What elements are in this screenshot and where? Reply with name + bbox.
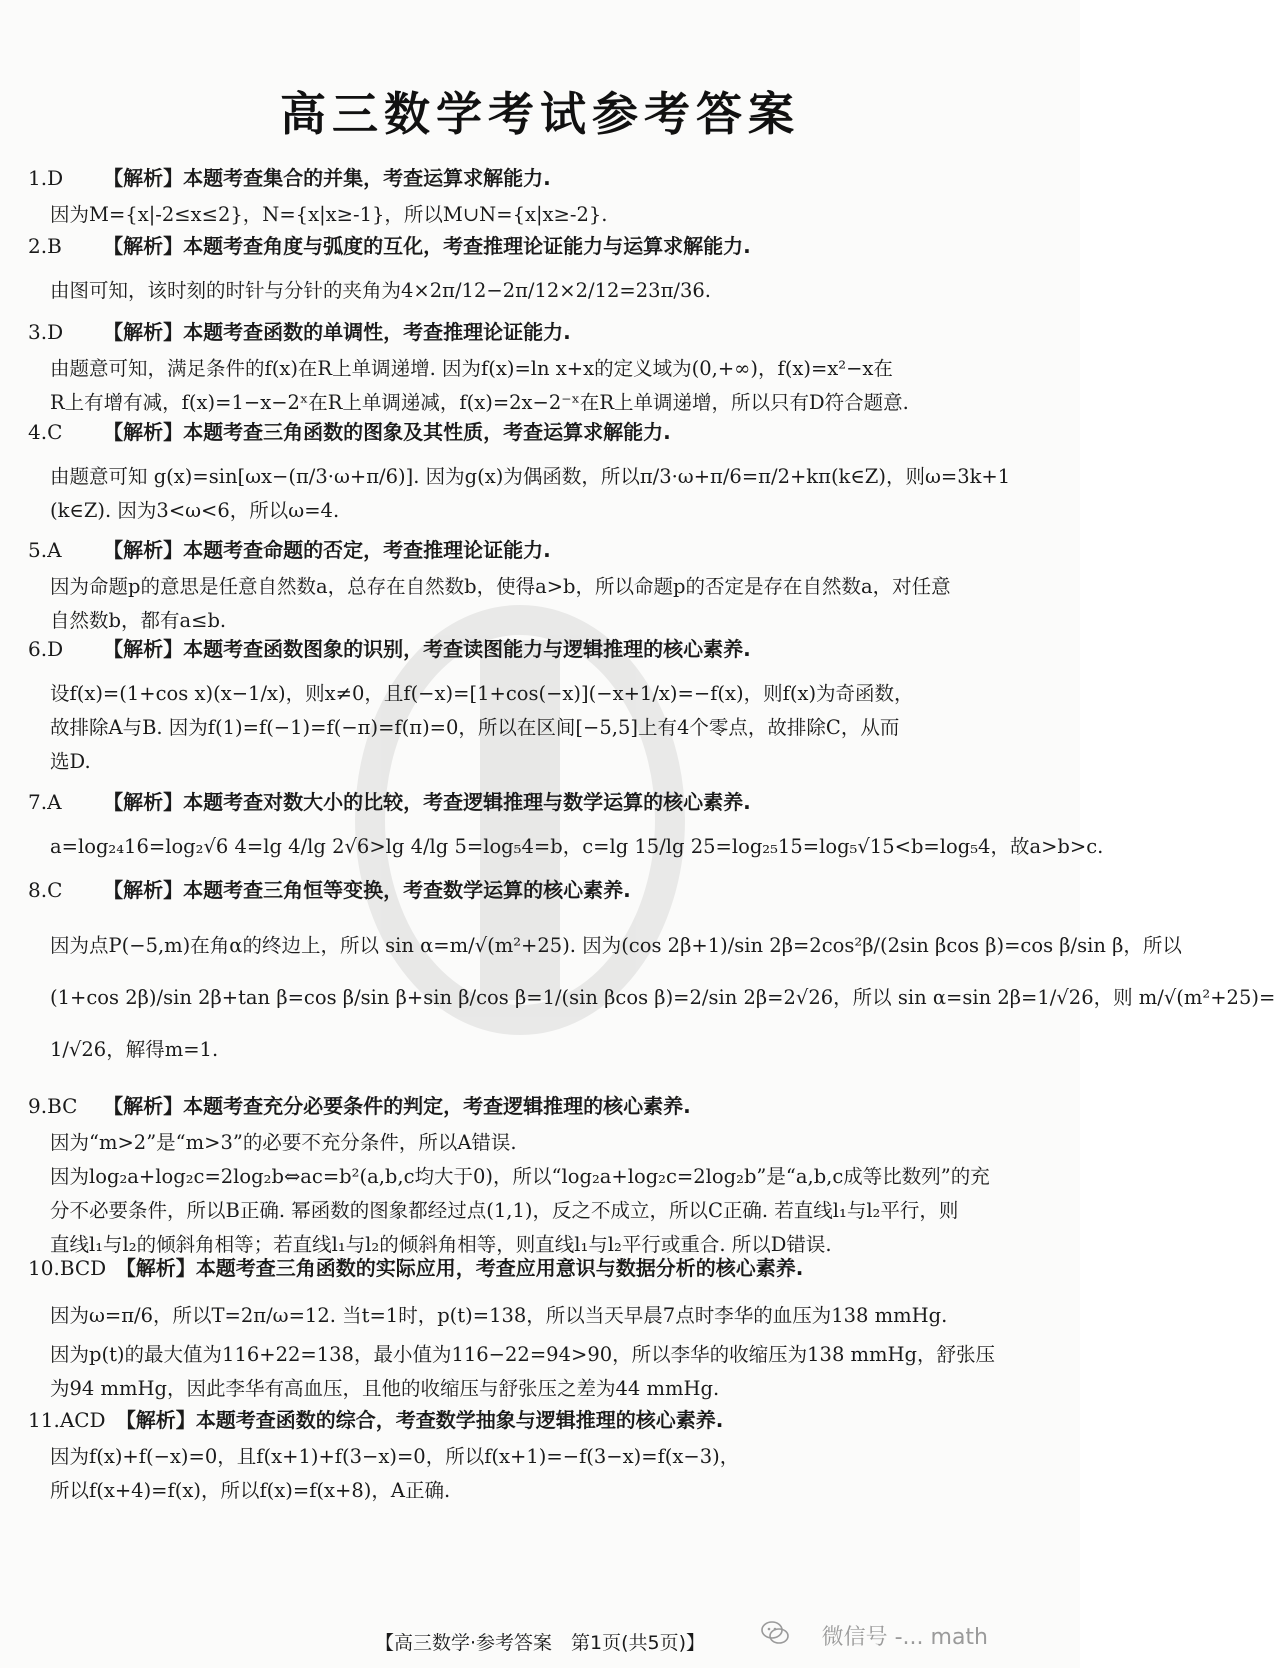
analysis-heading: 本题考查函数的单调性，考查推理论证能力. bbox=[183, 320, 571, 344]
question-header bbox=[28, 538, 1048, 562]
solution-line: 因为“m>2”是“m>3”的必要不充分条件，所以A错误. bbox=[50, 1131, 517, 1154]
analysis-heading: 本题考查三角函数的图象及其性质，考查运算求解能力. bbox=[183, 420, 671, 444]
solution-line: 所以f(x+4)=f(x)，所以f(x)=f(x+8)，A正确. bbox=[50, 1479, 451, 1502]
question-number: 5. bbox=[28, 538, 48, 562]
question-7 bbox=[28, 790, 1104, 864]
solution-line: 直线l₁与l₂的倾斜角相等；若直线l₁与l₂的倾斜角相等，则直线l₁与l₂平行或重合. 所以D错误. bbox=[50, 1233, 832, 1256]
solution-line: 选D. bbox=[50, 750, 91, 773]
solution-line: 因为log₂a+log₂c=2log₂b⇔ac=b²(a,b,c均大于0)，所以“log₂a+log₂c=2log₂b”是“a,b,c成等比数列”的充 bbox=[50, 1165, 990, 1188]
question-10 bbox=[28, 1256, 1048, 1406]
question-number: 8. bbox=[28, 878, 48, 902]
answer-choice: D bbox=[47, 320, 64, 344]
question-9 bbox=[28, 1094, 1048, 1262]
question-number: 9. bbox=[28, 1094, 48, 1118]
answer-choice: B bbox=[47, 234, 62, 258]
solution-line: 由题意可知，满足条件的f(x)在R上单调递增. 因为f(x)=ln x+x的定义域为(0,+∞)，f(x)=x²−x在 bbox=[50, 357, 893, 380]
analysis-tag: 【解析】 bbox=[103, 234, 184, 258]
analysis-heading: 本题考查集合的并集，考查运算求解能力. bbox=[183, 166, 551, 190]
analysis-heading: 本题考查命题的否定，考查推理论证能力. bbox=[183, 538, 551, 562]
answer-choice: C bbox=[47, 878, 63, 902]
analysis-tag: 【解析】 bbox=[115, 1256, 196, 1280]
analysis-heading: 本题考查三角函数的实际应用，考查应用意识与数据分析的核心素养. bbox=[195, 1256, 804, 1280]
analysis-tag: 【解析】 bbox=[103, 637, 184, 661]
question-2 bbox=[28, 234, 1048, 308]
analysis-tag: 【解析】 bbox=[103, 878, 184, 902]
wechat-icon bbox=[760, 1618, 790, 1648]
solution-line: a=log₂₄16=log₂√6 4=lg 4/lg 2√6>lg 4/lg 5=log₅4=b，c=lg 15/lg 25=log₂₅15=log₅√15<b=log₅4，故a>b>c. bbox=[50, 835, 1104, 858]
solution-line: 因为点P(−5,m)在角α的终边上，所以 sin α=m/√(m²+25). 因为(cos 2β+1)/sin 2β=2cos²β/(2sin βcos β)=cos β/sin β，所以 bbox=[50, 934, 1182, 957]
answer-choice: D bbox=[47, 637, 64, 661]
question-header bbox=[28, 320, 1048, 344]
solution-line: 自然数b，都有a≤b. bbox=[50, 609, 227, 632]
analysis-tag: 【解析】 bbox=[103, 420, 184, 444]
solution-line: 因为p(t)的最大值为116+22=138，最小值为116−22=94>90，所以李华的收缩压为138 mmHg，舒张压 bbox=[50, 1343, 996, 1366]
analysis-heading: 本题考查充分必要条件的判定，考查逻辑推理的核心素养. bbox=[183, 1094, 691, 1118]
question-header bbox=[28, 1094, 1048, 1118]
solution-line: 因为命题p的意思是任意自然数a，总存在自然数b，使得a>b，所以命题p的否定是存在自然数a，对任意 bbox=[50, 575, 951, 598]
analysis-tag: 【解析】 bbox=[103, 320, 184, 344]
solution-line: 由图可知，该时刻的时针与分针的夹角为4×2π/12−2π/12×2/12=23π/36. bbox=[50, 279, 711, 302]
question-4 bbox=[28, 420, 1048, 528]
page-footer: 【高三数学·参考答案 第1页(共5页)】 bbox=[374, 1632, 706, 1654]
question-number: 11. bbox=[28, 1408, 60, 1432]
analysis-tag: 【解析】 bbox=[115, 1408, 196, 1432]
analysis-tag: 【解析】 bbox=[103, 538, 184, 562]
question-header bbox=[28, 420, 1048, 444]
question-1 bbox=[28, 166, 1048, 232]
analysis-heading: 本题考查对数大小的比较，考查逻辑推理与数学运算的核心素养. bbox=[183, 790, 751, 814]
analysis-heading: 本题考查函数的综合，考查数学抽象与逻辑推理的核心素养. bbox=[195, 1408, 724, 1432]
question-header bbox=[28, 637, 1048, 661]
analysis-heading: 本题考查角度与弧度的互化，考查推理论证能力与运算求解能力. bbox=[183, 234, 751, 258]
analysis-tag: 【解析】 bbox=[103, 166, 184, 190]
answer-choice: A bbox=[47, 538, 62, 562]
solution-line: 1/√26，解得m=1. bbox=[50, 1038, 219, 1061]
answer-choice: ACD bbox=[59, 1408, 106, 1432]
analysis-tag: 【解析】 bbox=[103, 790, 184, 814]
answer-choice: BC bbox=[47, 1094, 78, 1118]
question-number: 10. bbox=[28, 1256, 60, 1280]
solution-line: 因为M={x|-2≤x≤2}，N={x|x≥-1}，所以M∪N={x|x≥-2}. bbox=[50, 203, 608, 226]
question-number: 1. bbox=[28, 166, 48, 190]
solution-line: (1+cos 2β)/sin 2β+tan β=cos β/sin β+sin β/cos β=1/(sin βcos β)=2/sin 2β=2√26，所以 sin α=sin 2β=1/√26，则 m/√(m²+25)= bbox=[50, 986, 1275, 1009]
question-header bbox=[28, 878, 1048, 902]
solution-line: 故排除A与B. 因为f(1)=f(−1)=f(−π)=f(π)=0，所以在区间[−5,5]上有4个零点，故排除C，从而 bbox=[50, 716, 900, 739]
question-header bbox=[28, 790, 1048, 814]
question-header bbox=[28, 166, 1048, 190]
question-number: 4. bbox=[28, 420, 48, 444]
solution-line: 分不必要条件，所以B正确. 幂函数的图象都经过点(1,1)，反之不成立，所以C正确. 若直线l₁与l₂平行，则 bbox=[50, 1199, 959, 1222]
answer-choice: C bbox=[47, 420, 63, 444]
solution-line: 因为f(x)+f(−x)=0，且f(x+1)+f(3−x)=0，所以f(x+1)=−f(3−x)=f(x−3)， bbox=[50, 1445, 740, 1468]
question-11 bbox=[28, 1408, 1048, 1508]
page-title: 高三数学考试参考答案 bbox=[280, 87, 800, 141]
question-header bbox=[28, 234, 1048, 258]
answer-choice: A bbox=[47, 790, 62, 814]
question-8 bbox=[28, 878, 1275, 1076]
analysis-tag: 【解析】 bbox=[103, 1094, 184, 1118]
solution-line: (k∈Z). 因为3<ω<6，所以ω=4. bbox=[50, 499, 340, 522]
question-6 bbox=[28, 637, 1048, 779]
solution-line: R上有增有减，f(x)=1−x−2ˣ在R上单调递减，f(x)=2x−2⁻ˣ在R上单调递增，所以只有D符合题意. bbox=[50, 391, 909, 414]
question-number: 6. bbox=[28, 637, 48, 661]
question-number: 7. bbox=[28, 790, 48, 814]
solution-line: 因为ω=π/6，所以T=2π/ω=12. 当t=1时，p(t)=138，所以当天早晨7点时李华的血压为138 mmHg. bbox=[50, 1304, 948, 1327]
analysis-heading: 本题考查三角恒等变换，考查数学运算的核心素养. bbox=[183, 878, 631, 902]
question-number: 3. bbox=[28, 320, 48, 344]
question-number: 2. bbox=[28, 234, 48, 258]
analysis-heading: 本题考查函数图象的识别，考查读图能力与逻辑推理的核心素养. bbox=[183, 637, 751, 661]
solution-line: 由题意可知 g(x)=sin[ωx−(π/3·ω+π/6)]. 因为g(x)为偶函数，所以π/3·ω+π/6=π/2+kπ(k∈Z)，则ω=3k+1 bbox=[50, 465, 1011, 488]
answer-choice: BCD bbox=[59, 1256, 107, 1280]
answer-choice: D bbox=[47, 166, 64, 190]
solution-line: 设f(x)=(1+cos x)(x−1/x)，则x≠0，且f(−x)=[1+cos(−x)](−x+1/x)=−f(x)，则f(x)为奇函数， bbox=[50, 682, 914, 705]
solution-line: 为94 mmHg，因此李华有高血压，且他的收缩压与舒张压之差为44 mmHg. bbox=[50, 1377, 720, 1400]
question-5 bbox=[28, 538, 1048, 638]
watermark-text: 微信号 -... math bbox=[821, 1625, 988, 1650]
question-header bbox=[28, 1408, 1048, 1432]
question-3 bbox=[28, 320, 1048, 420]
question-header bbox=[28, 1256, 1048, 1280]
